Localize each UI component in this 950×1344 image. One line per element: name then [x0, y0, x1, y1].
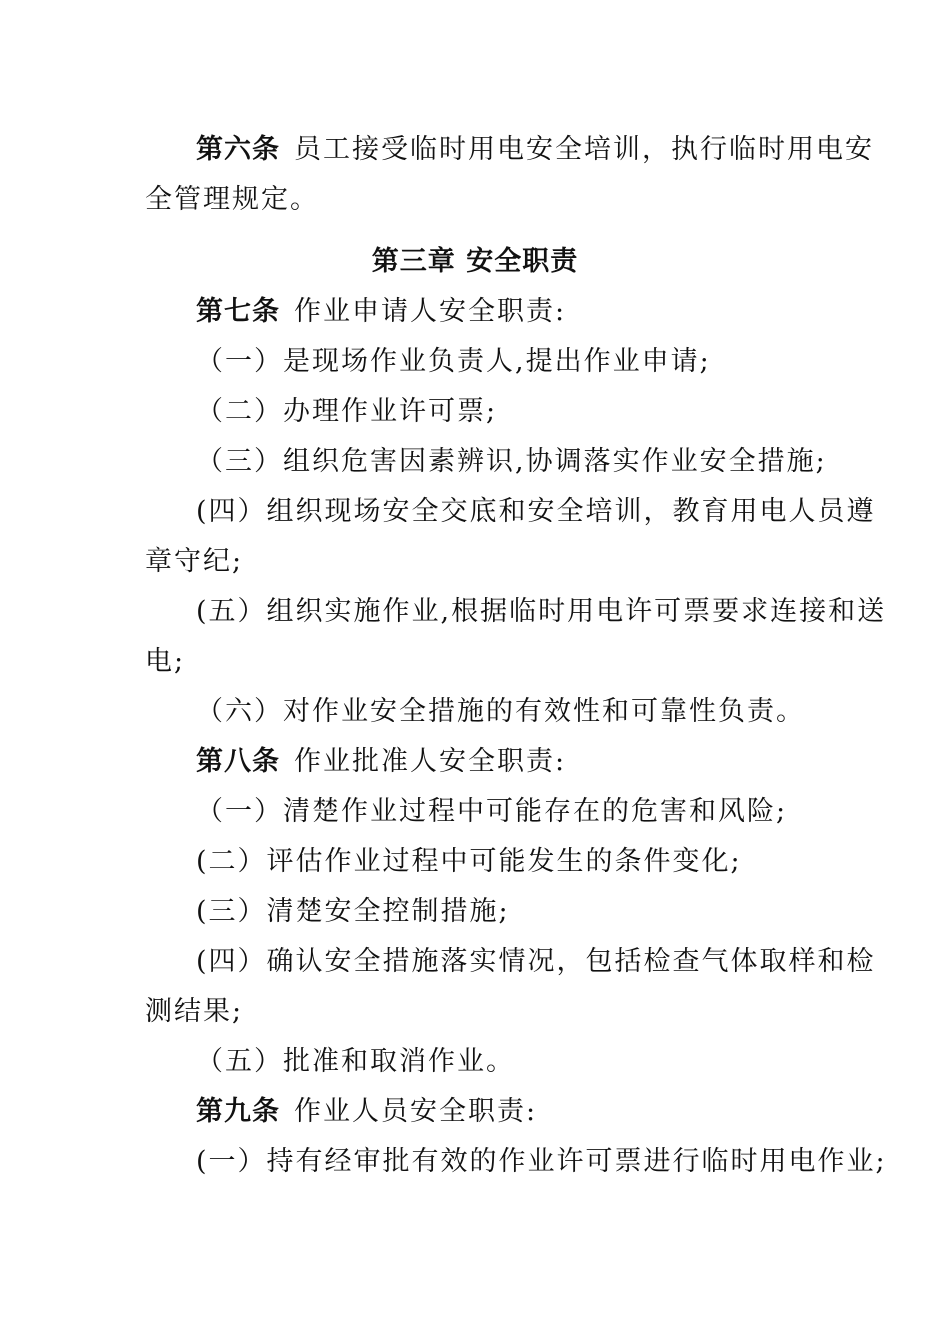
article-8-intro: 作业批准人安全职责:	[294, 746, 567, 777]
article-7-item-continuation: 电;	[145, 646, 186, 677]
article-6-line-1	[196, 131, 876, 169]
article-9-item: (一）持有经审批有效的作业许可票进行临时用电作业;	[196, 1146, 887, 1177]
article-9-heading	[196, 1093, 876, 1131]
article-8-item: （五）批准和取消作业。	[196, 1046, 515, 1077]
article-9-intro: 作业人员安全职责:	[294, 1096, 538, 1127]
article-7-item: （二）办理作业许可票;	[196, 396, 498, 427]
article-8-item-continuation: 测结果;	[145, 996, 244, 1027]
article-6-label: 第六条	[196, 134, 280, 165]
article-7-item-continuation: 章守纪;	[145, 546, 244, 577]
article-8-item: (四）确认安全措施落实情况，包括检查气体取样和检	[196, 946, 876, 977]
article-8-label: 第八条	[196, 746, 280, 777]
article-7-item: (四）组织现场安全交底和安全培训，教育用电人员遵	[196, 496, 876, 527]
article-7-item: （一）是现场作业负责人,提出作业申请;	[196, 346, 711, 377]
article-8-heading	[196, 743, 876, 781]
article-7-intro: 作业申请人安全职责:	[294, 296, 567, 327]
article-6-text-line-2: 全管理规定。	[145, 184, 319, 215]
article-6-text-line-1: 员工接受临时用电安全培训，执行临时用电安	[294, 134, 874, 165]
article-7-label: 第七条	[196, 296, 280, 327]
article-8-item: (三）清楚安全控制措施;	[196, 896, 510, 927]
article-8-item: (二）评估作业过程中可能发生的条件变化;	[196, 846, 742, 877]
article-9-label: 第九条	[196, 1096, 280, 1127]
chapter-3-title: 第三章 安全职责	[371, 246, 579, 277]
article-8-item: （一）清楚作业过程中可能存在的危害和风险;	[196, 796, 788, 827]
article-7-item: （六）对作业安全措施的有效性和可靠性负责。	[196, 696, 805, 727]
article-7-heading	[196, 293, 876, 331]
article-7-item: (五）组织实施作业,根据临时用电许可票要求连接和送	[196, 596, 887, 627]
article-7-item: （三）组织危害因素辨识,协调落实作业安全措施;	[196, 446, 827, 477]
